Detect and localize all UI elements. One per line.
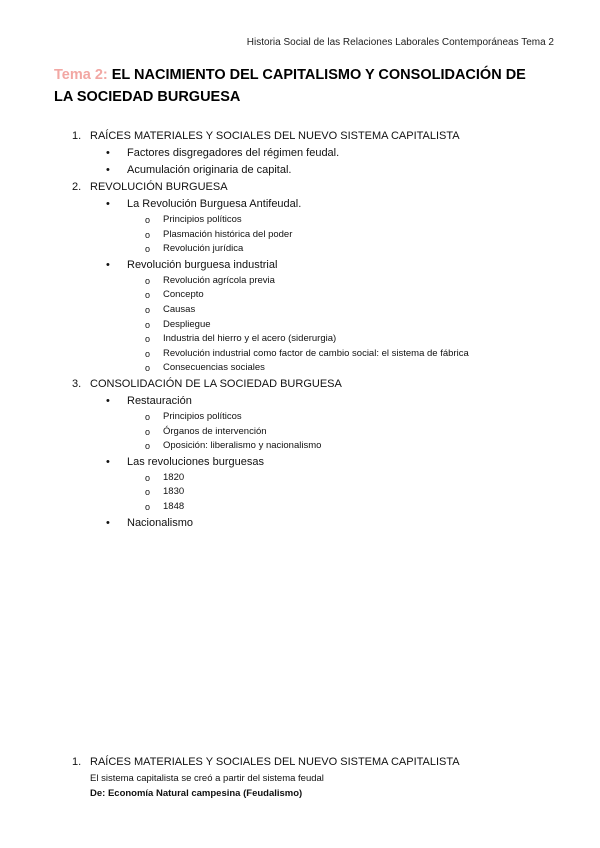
- sub-list-item: o 1820: [0, 471, 600, 486]
- section-number: 1.: [72, 130, 82, 142]
- circle-bullet-icon: o: [145, 334, 151, 345]
- bullet-icon: •: [106, 164, 110, 176]
- circle-bullet-icon: o: [145, 472, 151, 483]
- list-item: • Acumulación originaria de capital.: [0, 162, 600, 179]
- list-item: • Revolución burguesa industrial: [0, 257, 600, 274]
- bullet-icon: •: [106, 147, 110, 159]
- circle-bullet-icon: o: [145, 229, 151, 240]
- body-paragraph-bold: De: Economía Natural campesina (Feudalismo): [90, 788, 303, 799]
- circle-bullet-icon: o: [145, 411, 151, 422]
- circle-bullet-icon: o: [145, 304, 151, 315]
- sub-list-item: o Concepto: [0, 288, 600, 303]
- document-title: [54, 64, 544, 108]
- list-item: • La Revolución Burguesa Antifeudal.: [0, 196, 600, 213]
- sub-list-item: o Oposición: liberalismo y nacionalismo: [0, 439, 600, 454]
- list-item: • Las revoluciones burguesas: [0, 454, 600, 471]
- circle-bullet-icon: o: [145, 290, 151, 301]
- circle-bullet-icon: o: [145, 215, 151, 225]
- sub-list-item: o 1830: [0, 485, 600, 500]
- circle-bullet-icon: o: [145, 426, 151, 437]
- outline-section-2: [0, 179, 600, 196]
- circle-bullet-icon: o: [145, 275, 151, 286]
- sub-list-item: o Revolución jurídica: [0, 242, 600, 257]
- bullet-icon: •: [106, 258, 110, 271]
- circle-bullet-icon: o: [145, 487, 151, 498]
- circle-bullet-icon: o: [145, 348, 151, 359]
- section-heading: RAÍCES MATERIALES Y SOCIALES DEL NUEVO SISTEMA CAPITALISTA: [90, 756, 460, 768]
- sub-list-item: o Principios políticos: [0, 410, 600, 425]
- section-heading: REVOLUCIÓN BURGUESA: [90, 181, 228, 193]
- section-number: 3.: [72, 377, 82, 390]
- circle-bullet-icon: o: [145, 244, 151, 255]
- circle-bullet-icon: o: [145, 501, 151, 512]
- sub-list-item: o Revolución agrícola previa: [0, 274, 600, 289]
- outline-section-1: [0, 128, 600, 145]
- title-prefix: Tema 2:: [54, 67, 108, 83]
- outline-section-3: [0, 376, 600, 393]
- circle-bullet-icon: o: [145, 363, 151, 374]
- sub-list-item: o Principios políticos: [0, 213, 600, 228]
- title-main: EL NACIMIENTO DEL CAPITALISMO Y CONSOLIDACIÓN DE LA SOCIEDAD BURGUESA: [54, 67, 526, 105]
- sub-list-item: o Industria del hierro y el acero (siderurgia): [0, 332, 600, 347]
- sub-list-item: o Causas: [0, 303, 600, 318]
- list-item: • Restauración: [0, 393, 600, 410]
- list-item: • Nacionalismo: [0, 515, 600, 532]
- section-heading: CONSOLIDACIÓN DE LA SOCIEDAD BURGUESA: [90, 377, 342, 390]
- sub-list-item: o Despliegue: [0, 318, 600, 333]
- section-heading: RAÍCES MATERIALES Y SOCIALES DEL NUEVO SISTEMA CAPITALISTA: [90, 130, 460, 142]
- circle-bullet-icon: o: [145, 319, 151, 330]
- sub-list-item: o Plasmación histórica del poder: [0, 228, 600, 243]
- table-of-contents: [0, 128, 600, 532]
- running-header: Historia Social de las Relaciones Laborales Contemporáneas Tema 2: [246, 37, 554, 48]
- bullet-icon: •: [106, 198, 110, 210]
- circle-bullet-icon: o: [145, 441, 151, 452]
- sub-list-item: o Órganos de intervención: [0, 425, 600, 440]
- sub-list-item: o Revolución industrial como factor de cambio social: el sistema de fábrica: [0, 347, 600, 362]
- body-paragraph: El sistema capitalista se creó a partir del sistema feudal: [90, 773, 324, 784]
- section-number: 1.: [72, 756, 82, 768]
- section-body: [0, 754, 600, 801]
- list-item: • Factores disgregadores del régimen feudal.: [0, 145, 600, 162]
- section-number: 2.: [72, 181, 82, 193]
- body-heading: [0, 754, 600, 771]
- bullet-icon: •: [106, 516, 110, 529]
- sub-list-item: o 1848: [0, 500, 600, 515]
- bullet-icon: •: [106, 394, 110, 407]
- bullet-icon: •: [106, 455, 110, 468]
- sub-list-item: o Consecuencias sociales: [0, 361, 600, 376]
